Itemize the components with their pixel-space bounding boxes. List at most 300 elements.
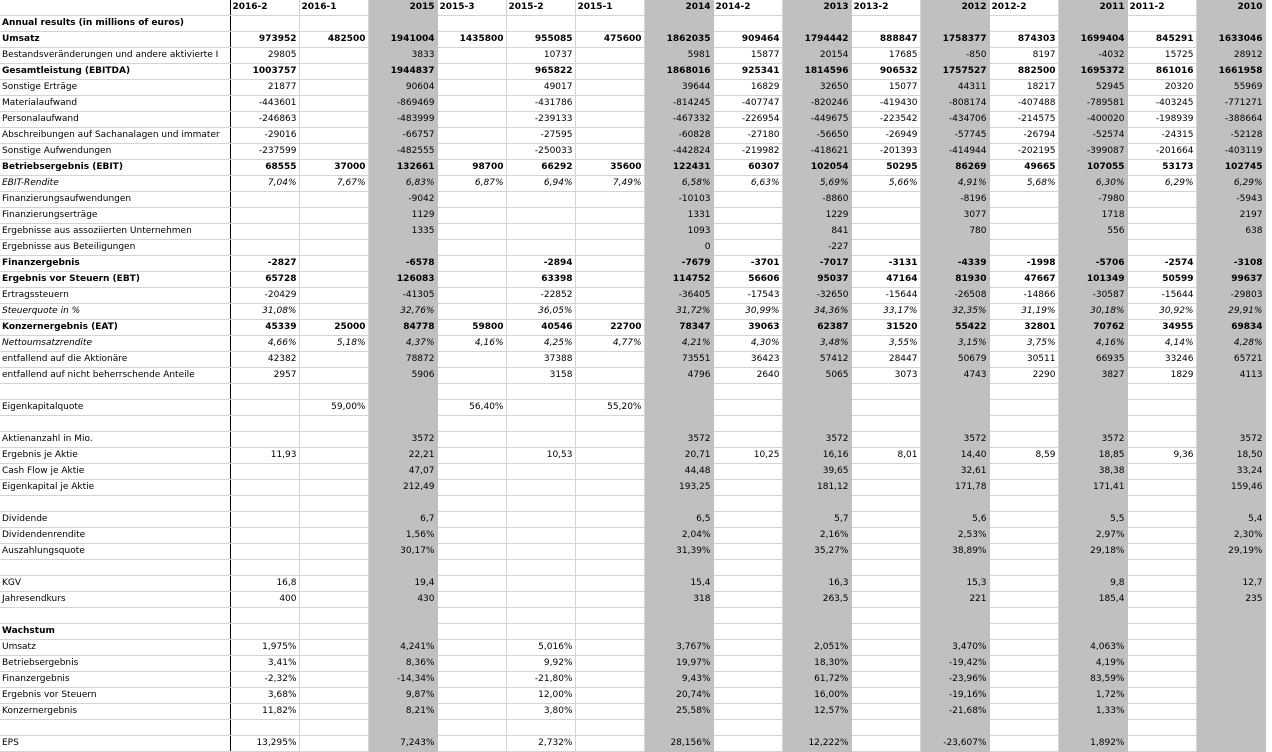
data-cell[interactable] bbox=[437, 528, 506, 544]
data-cell[interactable]: 38,89% bbox=[920, 544, 989, 560]
data-cell[interactable] bbox=[230, 192, 299, 208]
data-cell[interactable]: 84778 bbox=[368, 320, 437, 336]
data-cell[interactable] bbox=[575, 640, 644, 656]
data-cell[interactable] bbox=[506, 192, 575, 208]
data-cell[interactable]: 780 bbox=[920, 224, 989, 240]
data-cell[interactable] bbox=[1127, 480, 1196, 496]
data-cell[interactable]: 17685 bbox=[851, 48, 920, 64]
data-cell[interactable] bbox=[1058, 240, 1127, 256]
data-cell[interactable]: -15644 bbox=[851, 288, 920, 304]
row-label-cell[interactable] bbox=[0, 416, 230, 432]
data-cell[interactable]: 65728 bbox=[230, 272, 299, 288]
data-cell[interactable] bbox=[575, 144, 644, 160]
data-cell[interactable] bbox=[851, 240, 920, 256]
data-cell[interactable] bbox=[230, 432, 299, 448]
data-cell[interactable] bbox=[575, 208, 644, 224]
data-cell[interactable]: 55969 bbox=[1196, 80, 1265, 96]
data-cell[interactable] bbox=[989, 736, 1058, 752]
column-header-cell[interactable]: 2011-2 bbox=[1127, 0, 1196, 16]
data-cell[interactable]: -2,32% bbox=[230, 672, 299, 688]
data-cell[interactable]: 70762 bbox=[1058, 320, 1127, 336]
data-cell[interactable] bbox=[575, 736, 644, 752]
data-cell[interactable]: -201393 bbox=[851, 144, 920, 160]
data-cell[interactable] bbox=[1127, 640, 1196, 656]
data-cell[interactable] bbox=[299, 256, 368, 272]
data-cell[interactable]: -52128 bbox=[1196, 128, 1265, 144]
data-cell[interactable] bbox=[230, 480, 299, 496]
data-cell[interactable] bbox=[437, 192, 506, 208]
data-cell[interactable]: -2574 bbox=[1127, 256, 1196, 272]
data-cell[interactable]: 10737 bbox=[506, 48, 575, 64]
data-cell[interactable] bbox=[368, 720, 437, 736]
data-cell[interactable] bbox=[1127, 192, 1196, 208]
data-cell[interactable]: 3572 bbox=[782, 432, 851, 448]
data-cell[interactable]: -219982 bbox=[713, 144, 782, 160]
data-cell[interactable] bbox=[575, 80, 644, 96]
data-cell[interactable]: 55422 bbox=[920, 320, 989, 336]
data-cell[interactable]: 1129 bbox=[368, 208, 437, 224]
data-cell[interactable] bbox=[989, 720, 1058, 736]
data-cell[interactable]: 56,40% bbox=[437, 400, 506, 416]
row-label-cell[interactable]: Ergebnis vor Steuern bbox=[0, 688, 230, 704]
data-cell[interactable] bbox=[368, 624, 437, 640]
data-cell[interactable]: 973952 bbox=[230, 32, 299, 48]
data-cell[interactable]: 45339 bbox=[230, 320, 299, 336]
data-cell[interactable] bbox=[851, 416, 920, 432]
data-cell[interactable]: 3572 bbox=[644, 432, 713, 448]
row-label-cell[interactable] bbox=[0, 496, 230, 512]
data-cell[interactable] bbox=[575, 688, 644, 704]
data-cell[interactable] bbox=[782, 16, 851, 32]
row-label-cell[interactable]: Ertragssteuern bbox=[0, 288, 230, 304]
data-cell[interactable]: 36,05% bbox=[506, 304, 575, 320]
data-cell[interactable]: 28912 bbox=[1196, 48, 1265, 64]
data-cell[interactable] bbox=[713, 544, 782, 560]
data-cell[interactable] bbox=[1196, 672, 1265, 688]
row-label-cell[interactable]: Ergebnis vor Steuern (EBT) bbox=[0, 272, 230, 288]
data-cell[interactable] bbox=[851, 496, 920, 512]
data-cell[interactable] bbox=[1127, 464, 1196, 480]
data-cell[interactable] bbox=[437, 656, 506, 672]
data-cell[interactable] bbox=[713, 592, 782, 608]
data-cell[interactable]: 38,38 bbox=[1058, 464, 1127, 480]
data-cell[interactable]: 15,4 bbox=[644, 576, 713, 592]
row-label-cell[interactable]: Gesamtleistung (EBITDA) bbox=[0, 64, 230, 80]
data-cell[interactable]: 6,87% bbox=[437, 176, 506, 192]
data-cell[interactable]: -434706 bbox=[920, 112, 989, 128]
data-cell[interactable]: 4,28% bbox=[1196, 336, 1265, 352]
data-cell[interactable]: 1,975% bbox=[230, 640, 299, 656]
data-cell[interactable]: 35600 bbox=[575, 160, 644, 176]
data-cell[interactable]: 221 bbox=[920, 592, 989, 608]
data-cell[interactable]: -223542 bbox=[851, 112, 920, 128]
data-cell[interactable] bbox=[1127, 208, 1196, 224]
data-cell[interactable]: 841 bbox=[782, 224, 851, 240]
column-header-cell[interactable]: 2011 bbox=[1058, 0, 1127, 16]
data-cell[interactable]: 50295 bbox=[851, 160, 920, 176]
data-cell[interactable]: 59,00% bbox=[299, 400, 368, 416]
data-cell[interactable] bbox=[851, 640, 920, 656]
data-cell[interactable]: 263,5 bbox=[782, 592, 851, 608]
data-cell[interactable]: -36405 bbox=[644, 288, 713, 304]
data-cell[interactable]: 66292 bbox=[506, 160, 575, 176]
data-cell[interactable] bbox=[1127, 688, 1196, 704]
data-cell[interactable]: 556 bbox=[1058, 224, 1127, 240]
column-header-cell[interactable]: 2014-2 bbox=[713, 0, 782, 16]
data-cell[interactable]: 4,25% bbox=[506, 336, 575, 352]
data-cell[interactable] bbox=[920, 384, 989, 400]
data-cell[interactable]: 29,19% bbox=[1196, 544, 1265, 560]
row-label-cell[interactable]: entfallend auf nicht beherrschende Anteile bbox=[0, 368, 230, 384]
data-cell[interactable]: 53173 bbox=[1127, 160, 1196, 176]
data-cell[interactable] bbox=[437, 592, 506, 608]
data-cell[interactable]: 4,66% bbox=[230, 336, 299, 352]
column-header-cell[interactable]: 2016-2 bbox=[230, 0, 299, 16]
data-cell[interactable] bbox=[920, 400, 989, 416]
data-cell[interactable]: 235 bbox=[1196, 592, 1265, 608]
data-cell[interactable] bbox=[989, 384, 1058, 400]
data-cell[interactable] bbox=[1127, 528, 1196, 544]
data-cell[interactable]: -7679 bbox=[644, 256, 713, 272]
data-cell[interactable]: 1331 bbox=[644, 208, 713, 224]
data-cell[interactable]: 3073 bbox=[851, 368, 920, 384]
data-cell[interactable] bbox=[575, 496, 644, 512]
data-cell[interactable]: 107055 bbox=[1058, 160, 1127, 176]
data-cell[interactable] bbox=[782, 624, 851, 640]
data-cell[interactable] bbox=[851, 656, 920, 672]
data-cell[interactable] bbox=[299, 368, 368, 384]
data-cell[interactable]: 185,4 bbox=[1058, 592, 1127, 608]
data-cell[interactable]: -407747 bbox=[713, 96, 782, 112]
data-cell[interactable] bbox=[1127, 16, 1196, 32]
data-cell[interactable]: 5906 bbox=[368, 368, 437, 384]
data-cell[interactable]: -7980 bbox=[1058, 192, 1127, 208]
data-cell[interactable]: -399087 bbox=[1058, 144, 1127, 160]
data-cell[interactable]: 44,48 bbox=[644, 464, 713, 480]
data-cell[interactable]: 28,156% bbox=[644, 736, 713, 752]
data-cell[interactable]: -431786 bbox=[506, 96, 575, 112]
data-cell[interactable] bbox=[851, 208, 920, 224]
data-cell[interactable]: 1093 bbox=[644, 224, 713, 240]
data-cell[interactable]: -22852 bbox=[506, 288, 575, 304]
data-cell[interactable] bbox=[1127, 400, 1196, 416]
data-cell[interactable] bbox=[989, 480, 1058, 496]
data-cell[interactable]: 20320 bbox=[1127, 80, 1196, 96]
data-cell[interactable]: 39644 bbox=[644, 80, 713, 96]
data-cell[interactable]: 909464 bbox=[713, 32, 782, 48]
data-cell[interactable] bbox=[230, 624, 299, 640]
row-label-cell[interactable] bbox=[0, 384, 230, 400]
data-cell[interactable] bbox=[1127, 560, 1196, 576]
data-cell[interactable]: 4,063% bbox=[1058, 640, 1127, 656]
data-cell[interactable] bbox=[644, 720, 713, 736]
data-cell[interactable]: 22,21 bbox=[368, 448, 437, 464]
data-cell[interactable] bbox=[1196, 704, 1265, 720]
data-cell[interactable]: 78872 bbox=[368, 352, 437, 368]
data-cell[interactable] bbox=[575, 656, 644, 672]
data-cell[interactable] bbox=[437, 512, 506, 528]
data-cell[interactable] bbox=[299, 416, 368, 432]
data-cell[interactable]: 8,59 bbox=[989, 448, 1058, 464]
data-cell[interactable] bbox=[437, 560, 506, 576]
data-cell[interactable] bbox=[230, 224, 299, 240]
column-header-cell[interactable]: 2012-2 bbox=[989, 0, 1058, 16]
data-cell[interactable]: 73551 bbox=[644, 352, 713, 368]
data-cell[interactable]: 15725 bbox=[1127, 48, 1196, 64]
data-cell[interactable]: 475600 bbox=[575, 32, 644, 48]
data-cell[interactable]: 31,72% bbox=[644, 304, 713, 320]
data-cell[interactable]: -483999 bbox=[368, 112, 437, 128]
data-cell[interactable] bbox=[644, 560, 713, 576]
data-cell[interactable]: 6,30% bbox=[1058, 176, 1127, 192]
data-cell[interactable] bbox=[851, 624, 920, 640]
data-cell[interactable]: -9042 bbox=[368, 192, 437, 208]
data-cell[interactable] bbox=[713, 16, 782, 32]
data-cell[interactable] bbox=[851, 736, 920, 752]
column-header-cell[interactable]: 2015-1 bbox=[575, 0, 644, 16]
data-cell[interactable] bbox=[989, 672, 1058, 688]
data-cell[interactable]: 81930 bbox=[920, 272, 989, 288]
data-cell[interactable]: 65721 bbox=[1196, 352, 1265, 368]
data-cell[interactable] bbox=[713, 400, 782, 416]
data-cell[interactable]: 965822 bbox=[506, 64, 575, 80]
data-cell[interactable] bbox=[1196, 560, 1265, 576]
data-cell[interactable]: -250033 bbox=[506, 144, 575, 160]
row-label-cell[interactable]: Aktienanzahl in Mio. bbox=[0, 432, 230, 448]
data-cell[interactable] bbox=[575, 384, 644, 400]
data-cell[interactable]: 61,72% bbox=[782, 672, 851, 688]
data-cell[interactable] bbox=[713, 496, 782, 512]
data-cell[interactable]: 1941004 bbox=[368, 32, 437, 48]
data-cell[interactable] bbox=[1127, 592, 1196, 608]
data-cell[interactable] bbox=[989, 560, 1058, 576]
data-cell[interactable]: 2,16% bbox=[782, 528, 851, 544]
data-cell[interactable]: 6,83% bbox=[368, 176, 437, 192]
data-cell[interactable]: 3,470% bbox=[920, 640, 989, 656]
data-cell[interactable]: 55,20% bbox=[575, 400, 644, 416]
data-cell[interactable]: 33246 bbox=[1127, 352, 1196, 368]
data-cell[interactable] bbox=[506, 512, 575, 528]
data-cell[interactable]: 66935 bbox=[1058, 352, 1127, 368]
data-cell[interactable] bbox=[299, 560, 368, 576]
data-cell[interactable]: 28447 bbox=[851, 352, 920, 368]
data-cell[interactable] bbox=[851, 528, 920, 544]
data-cell[interactable] bbox=[437, 704, 506, 720]
column-header-cell[interactable]: 2010 bbox=[1196, 0, 1265, 16]
data-cell[interactable] bbox=[437, 480, 506, 496]
data-cell[interactable] bbox=[1127, 384, 1196, 400]
data-cell[interactable] bbox=[644, 624, 713, 640]
row-label-cell[interactable]: Wachstum bbox=[0, 624, 230, 640]
data-cell[interactable]: 5065 bbox=[782, 368, 851, 384]
data-cell[interactable] bbox=[644, 384, 713, 400]
data-cell[interactable] bbox=[989, 224, 1058, 240]
data-cell[interactable]: 98700 bbox=[437, 160, 506, 176]
data-cell[interactable]: 4,14% bbox=[1127, 336, 1196, 352]
data-cell[interactable] bbox=[920, 16, 989, 32]
data-cell[interactable] bbox=[989, 704, 1058, 720]
data-cell[interactable] bbox=[989, 608, 1058, 624]
data-cell[interactable]: -19,42% bbox=[920, 656, 989, 672]
row-label-cell[interactable]: Auszahlungsquote bbox=[0, 544, 230, 560]
data-cell[interactable]: -14,34% bbox=[368, 672, 437, 688]
data-cell[interactable] bbox=[437, 624, 506, 640]
data-cell[interactable] bbox=[299, 544, 368, 560]
data-cell[interactable]: 20,74% bbox=[644, 688, 713, 704]
data-cell[interactable]: 3,75% bbox=[989, 336, 1058, 352]
data-cell[interactable] bbox=[575, 512, 644, 528]
data-cell[interactable]: 3,68% bbox=[230, 688, 299, 704]
data-cell[interactable]: 6,29% bbox=[1127, 176, 1196, 192]
data-cell[interactable]: -442824 bbox=[644, 144, 713, 160]
data-cell[interactable] bbox=[851, 192, 920, 208]
data-cell[interactable] bbox=[437, 288, 506, 304]
data-cell[interactable] bbox=[299, 592, 368, 608]
data-cell[interactable] bbox=[1196, 240, 1265, 256]
data-cell[interactable]: 1661958 bbox=[1196, 64, 1265, 80]
row-label-cell[interactable]: Umsatz bbox=[0, 32, 230, 48]
data-cell[interactable]: 1695372 bbox=[1058, 64, 1127, 80]
data-cell[interactable] bbox=[230, 544, 299, 560]
data-cell[interactable]: -414944 bbox=[920, 144, 989, 160]
data-cell[interactable]: 8,21% bbox=[368, 704, 437, 720]
data-cell[interactable] bbox=[299, 272, 368, 288]
column-header-cell[interactable]: 2012 bbox=[920, 0, 989, 16]
data-cell[interactable] bbox=[851, 672, 920, 688]
data-cell[interactable]: 3572 bbox=[920, 432, 989, 448]
data-cell[interactable] bbox=[575, 592, 644, 608]
data-cell[interactable] bbox=[1127, 624, 1196, 640]
data-cell[interactable]: 31,08% bbox=[230, 304, 299, 320]
data-cell[interactable] bbox=[1196, 640, 1265, 656]
data-cell[interactable]: 925341 bbox=[713, 64, 782, 80]
data-cell[interactable]: 1794442 bbox=[782, 32, 851, 48]
row-label-cell[interactable]: Cash Flow je Aktie bbox=[0, 464, 230, 480]
data-cell[interactable]: 36423 bbox=[713, 352, 782, 368]
data-cell[interactable]: -8196 bbox=[920, 192, 989, 208]
data-cell[interactable] bbox=[1058, 560, 1127, 576]
row-label-cell[interactable]: Umsatz bbox=[0, 640, 230, 656]
data-cell[interactable]: -202195 bbox=[989, 144, 1058, 160]
data-cell[interactable] bbox=[713, 576, 782, 592]
data-cell[interactable] bbox=[299, 432, 368, 448]
data-cell[interactable] bbox=[989, 624, 1058, 640]
data-cell[interactable]: 6,5 bbox=[644, 512, 713, 528]
data-cell[interactable] bbox=[299, 736, 368, 752]
data-cell[interactable]: 62387 bbox=[782, 320, 851, 336]
data-cell[interactable]: 430 bbox=[368, 592, 437, 608]
data-cell[interactable]: 4,21% bbox=[644, 336, 713, 352]
data-cell[interactable] bbox=[1127, 704, 1196, 720]
data-cell[interactable]: 9,92% bbox=[506, 656, 575, 672]
data-cell[interactable] bbox=[575, 16, 644, 32]
data-cell[interactable]: 888847 bbox=[851, 32, 920, 48]
data-cell[interactable] bbox=[1196, 416, 1265, 432]
data-cell[interactable] bbox=[575, 256, 644, 272]
row-label-cell[interactable]: entfallend auf die Aktionäre bbox=[0, 352, 230, 368]
data-cell[interactable] bbox=[644, 400, 713, 416]
data-cell[interactable] bbox=[575, 576, 644, 592]
data-cell[interactable]: 3833 bbox=[368, 48, 437, 64]
data-cell[interactable] bbox=[299, 224, 368, 240]
data-cell[interactable]: 25000 bbox=[299, 320, 368, 336]
data-cell[interactable]: 39063 bbox=[713, 320, 782, 336]
data-cell[interactable] bbox=[506, 208, 575, 224]
data-cell[interactable]: 32,61 bbox=[920, 464, 989, 480]
data-cell[interactable]: -10103 bbox=[644, 192, 713, 208]
data-cell[interactable] bbox=[1058, 720, 1127, 736]
data-cell[interactable]: -467332 bbox=[644, 112, 713, 128]
data-cell[interactable] bbox=[851, 688, 920, 704]
data-cell[interactable]: 1,33% bbox=[1058, 704, 1127, 720]
data-cell[interactable] bbox=[989, 656, 1058, 672]
data-cell[interactable] bbox=[506, 480, 575, 496]
data-cell[interactable]: 7,243% bbox=[368, 736, 437, 752]
row-label-cell[interactable]: Konzernergebnis bbox=[0, 704, 230, 720]
data-cell[interactable]: -2894 bbox=[506, 256, 575, 272]
data-cell[interactable]: 6,7 bbox=[368, 512, 437, 528]
data-cell[interactable]: 2290 bbox=[989, 368, 1058, 384]
data-cell[interactable] bbox=[437, 48, 506, 64]
data-cell[interactable] bbox=[989, 240, 1058, 256]
data-cell[interactable] bbox=[713, 624, 782, 640]
data-cell[interactable]: 99637 bbox=[1196, 272, 1265, 288]
data-cell[interactable] bbox=[299, 304, 368, 320]
data-cell[interactable] bbox=[437, 224, 506, 240]
data-cell[interactable] bbox=[1127, 656, 1196, 672]
data-cell[interactable]: -5706 bbox=[1058, 256, 1127, 272]
data-cell[interactable] bbox=[1058, 496, 1127, 512]
data-cell[interactable] bbox=[1058, 16, 1127, 32]
data-cell[interactable] bbox=[230, 720, 299, 736]
data-cell[interactable]: 181,12 bbox=[782, 480, 851, 496]
data-cell[interactable]: -198939 bbox=[1127, 112, 1196, 128]
data-cell[interactable]: -41305 bbox=[368, 288, 437, 304]
data-cell[interactable] bbox=[299, 576, 368, 592]
data-cell[interactable]: 44311 bbox=[920, 80, 989, 96]
data-cell[interactable]: 32,35% bbox=[920, 304, 989, 320]
data-cell[interactable] bbox=[437, 208, 506, 224]
data-cell[interactable] bbox=[782, 720, 851, 736]
data-cell[interactable]: 9,43% bbox=[644, 672, 713, 688]
data-cell[interactable] bbox=[1196, 400, 1265, 416]
data-cell[interactable] bbox=[299, 656, 368, 672]
data-cell[interactable]: -419430 bbox=[851, 96, 920, 112]
data-cell[interactable]: 15077 bbox=[851, 80, 920, 96]
data-cell[interactable] bbox=[575, 288, 644, 304]
data-cell[interactable] bbox=[368, 416, 437, 432]
data-cell[interactable]: 5,7 bbox=[782, 512, 851, 528]
data-cell[interactable]: 49017 bbox=[506, 80, 575, 96]
data-cell[interactable]: 21877 bbox=[230, 80, 299, 96]
data-cell[interactable] bbox=[368, 608, 437, 624]
data-cell[interactable]: -4032 bbox=[1058, 48, 1127, 64]
data-cell[interactable] bbox=[506, 608, 575, 624]
data-cell[interactable]: -869469 bbox=[368, 96, 437, 112]
data-cell[interactable]: 1335 bbox=[368, 224, 437, 240]
data-cell[interactable]: 3,80% bbox=[506, 704, 575, 720]
data-cell[interactable] bbox=[437, 736, 506, 752]
row-label-cell[interactable]: Betriebsergebnis (EBIT) bbox=[0, 160, 230, 176]
data-cell[interactable] bbox=[299, 144, 368, 160]
data-cell[interactable] bbox=[989, 576, 1058, 592]
data-cell[interactable] bbox=[368, 384, 437, 400]
data-cell[interactable]: -2827 bbox=[230, 256, 299, 272]
data-cell[interactable]: 1435800 bbox=[437, 32, 506, 48]
data-cell[interactable] bbox=[575, 128, 644, 144]
column-header-cell[interactable]: 2015 bbox=[368, 0, 437, 16]
data-cell[interactable] bbox=[644, 496, 713, 512]
